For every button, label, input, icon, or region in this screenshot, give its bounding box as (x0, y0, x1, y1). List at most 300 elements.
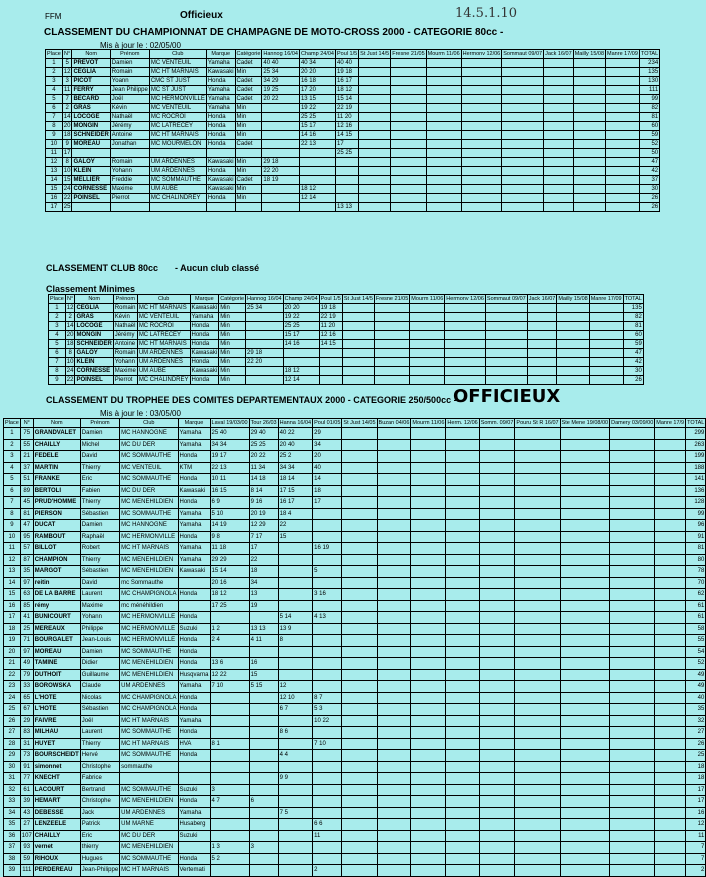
table-cell (655, 428, 686, 440)
table-cell (445, 313, 486, 322)
section1-title: CLASSEMENT DU CHAMPIONNAT DE CHAMPAGNE DE MOTO-CROSS 2000 - CATEGORIE 80cc - (44, 27, 504, 38)
table-cell (610, 577, 655, 589)
table-cell (560, 727, 609, 739)
table-cell (573, 113, 605, 122)
table-cell (515, 462, 560, 474)
table-cell (479, 566, 515, 578)
table-cell (461, 122, 502, 131)
table-cell: 5 (49, 340, 66, 349)
table-cell: 14 19 (210, 520, 249, 532)
table-cell: 50 (639, 149, 659, 158)
table-cell (313, 508, 342, 520)
table-cell (377, 543, 411, 555)
table-cell (210, 704, 249, 716)
table-cell (655, 462, 686, 474)
table-cell: MC VENTEUIL (149, 104, 206, 113)
table-cell (560, 600, 609, 612)
table-cell (377, 692, 411, 704)
table-row (49, 340, 644, 349)
table-cell (411, 727, 446, 739)
table-cell: UM MARNE (120, 819, 178, 831)
table-cell (262, 131, 300, 140)
table-cell: Yoann (110, 77, 149, 86)
table-cell (278, 600, 313, 612)
table-cell (411, 566, 446, 578)
table-cell (446, 750, 479, 762)
table-cell (342, 738, 377, 750)
table-cell (319, 358, 342, 367)
table-cell: LACOURT (33, 784, 80, 796)
table-row (4, 784, 706, 796)
table-cell: MC SOMMAUTHE (120, 508, 178, 520)
table-cell (249, 807, 278, 819)
table-cell: 26 (639, 194, 659, 203)
table-cell (610, 543, 655, 555)
column-header: Fresne 21/05 (375, 295, 409, 302)
table-cell: 8 (49, 367, 66, 376)
table-cell (479, 727, 515, 739)
table-cell: 188 (686, 462, 706, 474)
table-row (46, 95, 660, 104)
table-cell (342, 658, 377, 670)
table-cell (560, 715, 609, 727)
table-cell: Kévin (110, 104, 149, 113)
table-cell: LOCOGE (75, 322, 113, 331)
table-cell: 19 25 (262, 86, 300, 95)
table-cell: 83 (20, 727, 33, 739)
table-cell: Honda (178, 727, 210, 739)
table-cell (249, 853, 278, 865)
table-row (46, 86, 660, 95)
table-cell: Min (235, 113, 262, 122)
table-cell (515, 761, 560, 773)
table-cell: Min (219, 322, 246, 331)
table-cell: Fabrice (80, 773, 119, 785)
table-cell (149, 149, 206, 158)
table-row (49, 367, 644, 376)
table-cell (426, 68, 461, 77)
table-cell: 25 34 (262, 68, 300, 77)
table-cell: MC HANNOGNE (120, 520, 178, 532)
table-cell (377, 474, 411, 486)
table-cell: 11 34 (249, 462, 278, 474)
table-cell (342, 750, 377, 762)
table-cell (485, 322, 527, 331)
table-cell (479, 842, 515, 854)
table-cell (210, 646, 249, 658)
table-cell: 5 (313, 566, 342, 578)
table-cell (411, 623, 446, 635)
table-cell: Cadet (235, 86, 262, 95)
table-row (4, 750, 706, 762)
table-cell (411, 865, 446, 877)
table-cell (342, 497, 377, 509)
table-cell (249, 819, 278, 831)
table-cell (655, 543, 686, 555)
table-cell: 234 (639, 59, 659, 68)
table-cell (461, 194, 502, 203)
table-trophee-250-500 (3, 418, 706, 877)
table-cell (655, 520, 686, 532)
table-cell: 19 18 (319, 304, 342, 313)
table-cell: HEMART (33, 796, 80, 808)
table-cell (610, 853, 655, 865)
table-cell: Honda (190, 340, 219, 349)
table-cell: 7 5 (278, 807, 313, 819)
table-cell: Honda (190, 358, 219, 367)
table-cell (557, 349, 589, 358)
table-cell: Yamaha (178, 520, 210, 532)
table-header-row (49, 295, 644, 304)
table-row (4, 543, 706, 555)
table-row (46, 194, 660, 203)
table-cell: 9 16 (249, 497, 278, 509)
table-cell (527, 358, 557, 367)
table-cell (120, 773, 178, 785)
table-cell: CEGLIA (75, 304, 113, 313)
table-header-row (4, 419, 706, 428)
table-cell: MONGIN (72, 122, 110, 131)
table-cell (461, 176, 502, 185)
column-header: Prénom (113, 295, 137, 304)
table-cell (313, 727, 342, 739)
table-cell: Christophe (80, 761, 119, 773)
table-cell (246, 331, 284, 340)
table-cell (342, 462, 377, 474)
table-cell (610, 554, 655, 566)
table-row (46, 167, 660, 176)
table-cell: 17 (686, 796, 706, 808)
table-cell (446, 485, 479, 497)
table-cell: 2 (65, 313, 75, 322)
table-cell: Yamaha (178, 428, 210, 440)
table-cell (606, 122, 640, 131)
table-cell: 1 (4, 428, 21, 440)
table-cell (610, 623, 655, 635)
table-cell: Suzuki (178, 784, 210, 796)
table-cell: POINSEL (75, 376, 113, 385)
table-cell (515, 543, 560, 555)
table-cell (446, 635, 479, 647)
table-cell: Min (235, 131, 262, 140)
table-cell: PRUD'HOMME (33, 497, 80, 509)
table-cell: 8 7 (313, 692, 342, 704)
table-cell: 36 (4, 830, 21, 842)
table-cell: 16 17 (278, 497, 313, 509)
table-cell (391, 122, 426, 131)
table-cell: Honda (178, 451, 210, 463)
table-cell: 23 (4, 681, 21, 693)
table-cell: 81 (686, 543, 706, 555)
table-cell: 10 11 (210, 474, 249, 486)
table-cell (515, 669, 560, 681)
table-cell: Didier (80, 658, 119, 670)
table-cell: Jonathan (110, 140, 149, 149)
table-cell (313, 842, 342, 854)
column-header: Hanna 16/04 (279, 419, 312, 426)
table-cell (278, 784, 313, 796)
table-cell (655, 612, 686, 624)
column-header: Poul 1/5 (336, 50, 358, 57)
table-cell (411, 589, 446, 601)
table-cell (278, 577, 313, 589)
table-cell (377, 566, 411, 578)
table-cell: 130 (639, 77, 659, 86)
table-cell (299, 203, 335, 212)
table-cell: 29 40 (249, 428, 278, 440)
table-cell (446, 704, 479, 716)
table-cell (655, 738, 686, 750)
table-cell (377, 577, 411, 589)
table-cell (313, 681, 342, 693)
table-cell (479, 589, 515, 601)
table-cell (391, 203, 426, 212)
table-cell: MC SOMMAUTHE (120, 750, 178, 762)
table-cell: RIHOUX (33, 853, 80, 865)
table-cell: UM ARDENNES (149, 167, 206, 176)
table-cell (278, 830, 313, 842)
table-cell: Kévin (113, 313, 137, 322)
table-cell: CHAILLY (33, 830, 80, 842)
table-cell (560, 865, 609, 877)
table-cell (560, 830, 609, 842)
table-cell (377, 784, 411, 796)
table-cell: Fabien (80, 485, 119, 497)
column-header: Mailly 15/08 (574, 50, 605, 57)
table-cell: 97 (20, 646, 33, 658)
table-cell (515, 750, 560, 762)
table-cell: 9 (4, 520, 21, 532)
table-cell: CHAMPION (33, 554, 80, 566)
table-cell (377, 612, 411, 624)
table-cell: Sébastien (80, 566, 119, 578)
table-cell: Yamaha (178, 508, 210, 520)
table-cell: 47 (20, 520, 33, 532)
table-cell (544, 203, 574, 212)
table-cell (446, 589, 479, 601)
table-cell (606, 131, 640, 140)
column-header: Sommaut 09/07 (503, 50, 543, 57)
table-cell: 8 (65, 349, 75, 358)
table-cell: 52 (639, 140, 659, 149)
table-row (49, 358, 644, 367)
table-cell (313, 531, 342, 543)
table-cell (391, 131, 426, 140)
table-cell: 11 (4, 543, 21, 555)
table-cell: 20 22 (249, 451, 278, 463)
table-cell (359, 59, 391, 68)
table-cell: 19 17 (210, 451, 249, 463)
table-cell (411, 451, 446, 463)
table-cell (610, 842, 655, 854)
table-cell: MC ROCROI (137, 322, 190, 331)
table-cell (391, 140, 426, 149)
table-row (4, 462, 706, 474)
table-cell: Cadet (235, 176, 262, 185)
table-cell: UM ARDENNES (137, 349, 190, 358)
table-cell: 31 (4, 773, 21, 785)
table-cell: Min (235, 104, 262, 113)
table-row (4, 451, 706, 463)
table-cell (342, 313, 374, 322)
table-cell (278, 842, 313, 854)
table-cell: 16 17 (335, 77, 358, 86)
table-cell: KLEIN (75, 358, 113, 367)
table-cell: 26 (639, 203, 659, 212)
table-cell (426, 167, 461, 176)
table-cell (411, 658, 446, 670)
column-header: St Just 14/05 (343, 419, 376, 426)
table-cell (374, 367, 409, 376)
table-cell: 13 13 (249, 623, 278, 635)
table-cell: Nathaël (110, 113, 149, 122)
table-cell (313, 807, 342, 819)
table-cell (446, 784, 479, 796)
table-cell (479, 543, 515, 555)
table-cell (313, 623, 342, 635)
table-cell (485, 349, 527, 358)
column-header: Mourm 11/06 (412, 419, 445, 426)
table-cell: 91 (686, 531, 706, 543)
table-cell (235, 203, 262, 212)
table-cell (426, 59, 461, 68)
column-header: TOTAL (687, 419, 705, 426)
column-header: Nom (75, 295, 113, 304)
table-cell: 25 25 (299, 113, 335, 122)
table-cell (560, 531, 609, 543)
table-cell (573, 167, 605, 176)
table-cell (610, 520, 655, 532)
table-cell: MC VENTEUIL (120, 462, 178, 474)
table-header-row (46, 50, 660, 59)
table-cell (560, 462, 609, 474)
table-cell (610, 807, 655, 819)
table-cell (560, 589, 609, 601)
table-cell (479, 692, 515, 704)
table-cell (426, 149, 461, 158)
table-cell (515, 807, 560, 819)
table-cell: Jean-Philippe (80, 865, 119, 877)
table-cell (411, 600, 446, 612)
table-cell: MONGIN (75, 331, 113, 340)
table-cell (411, 681, 446, 693)
table-cell: Honda (206, 140, 235, 149)
column-header: TOTAL (624, 295, 642, 302)
table-cell (374, 331, 409, 340)
table-cell (515, 865, 560, 877)
table-cell: Yamaha (206, 95, 235, 104)
table-cell: Kawasaki (191, 350, 218, 356)
table-cell (655, 474, 686, 486)
table-cell (544, 59, 574, 68)
table-cell: Honda (206, 194, 235, 203)
table-cell (610, 451, 655, 463)
table-cell (411, 428, 446, 440)
table-cell: 29 29 (210, 554, 249, 566)
table-cell: Husaberg (178, 819, 210, 831)
table-cell: 37 (639, 176, 659, 185)
table-cell: 95 (20, 531, 33, 543)
table-cell (377, 635, 411, 647)
table-cell: 16 (686, 807, 706, 819)
table-cell (610, 681, 655, 693)
table-cell (655, 577, 686, 589)
table-cell (426, 194, 461, 203)
column-header: Catégorie (236, 50, 261, 57)
table-cell (411, 497, 446, 509)
table-row (4, 807, 706, 819)
table-cell (411, 715, 446, 727)
table-cell: 8 6 (278, 727, 313, 739)
table-cell (335, 185, 358, 194)
table-cell (335, 158, 358, 167)
table-cell (573, 176, 605, 185)
table-cell (411, 807, 446, 819)
table-cell (479, 600, 515, 612)
table-cell (502, 122, 544, 131)
table-cell: MC HT MARNAIS (120, 865, 178, 877)
table-cell (479, 577, 515, 589)
table-cell: Honda (206, 167, 235, 176)
table-cell: 20 (63, 123, 71, 129)
table-cell: 7 (46, 113, 63, 122)
table-cell (446, 715, 479, 727)
table-cell (359, 149, 391, 158)
table-cell: 15 (63, 177, 71, 183)
table-cell: 81 (623, 322, 643, 331)
table-cell (610, 796, 655, 808)
table-cell: UM ARDENNES (120, 807, 178, 819)
table-cell (342, 681, 377, 693)
table-row (46, 149, 660, 158)
table-cell: 22 13 (210, 462, 249, 474)
table-cell: Honda (206, 77, 235, 86)
table-cell (278, 543, 313, 555)
table-cell: 13 (46, 167, 63, 176)
table-row (46, 104, 660, 113)
table-cell: 19 22 (299, 104, 335, 113)
table-cell: 14 (46, 176, 63, 185)
table-cell (445, 376, 486, 385)
table-cell: Kawasaki (178, 485, 210, 497)
table-row (49, 313, 644, 322)
table-cell (610, 784, 655, 796)
table-cell: DUCAT (33, 520, 80, 532)
table-row (4, 704, 706, 716)
table-cell (210, 819, 249, 831)
table-cell (210, 727, 249, 739)
table-cell (527, 376, 557, 385)
table-cell (278, 646, 313, 658)
table-cell (479, 704, 515, 716)
table-cell (544, 167, 574, 176)
table-cell: 19 (4, 635, 21, 647)
table-cell (278, 819, 313, 831)
column-header: Jack 16/07 (528, 295, 556, 302)
table-cell: MILHAU (33, 727, 80, 739)
table-cell: 18 12 (335, 86, 358, 95)
table-cell (655, 830, 686, 842)
table-cell (313, 796, 342, 808)
table-cell (391, 167, 426, 176)
table-cell: Yamaha (178, 554, 210, 566)
table-cell: Philippe (80, 623, 119, 635)
table-cell (210, 830, 249, 842)
table-cell: Jean-Louis (80, 635, 119, 647)
table-cell: 7 (49, 358, 66, 367)
table-cell: 5 (4, 474, 21, 486)
table-cell: Thierry (80, 554, 119, 566)
